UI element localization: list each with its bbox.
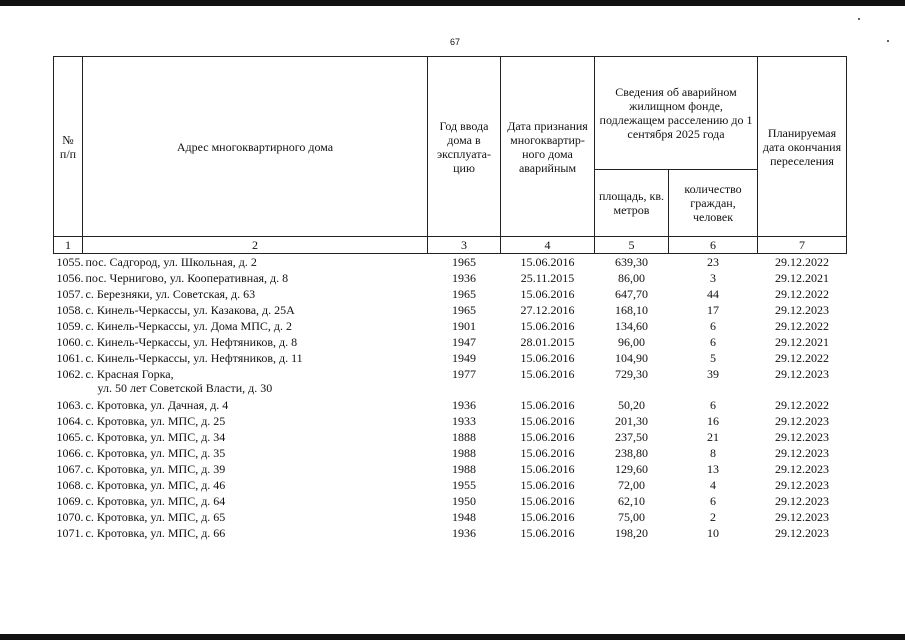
row-area: 50,20 xyxy=(618,398,645,412)
header-year: Год ввода дома в эксплуата-цию xyxy=(428,57,501,237)
row-residents: 13 xyxy=(707,462,719,476)
header-residents: количество граждан, человек xyxy=(669,170,758,237)
row-plan-date: 29.12.2022 xyxy=(775,398,830,412)
row-residents: 5 xyxy=(710,351,716,365)
row-area: 129,60 xyxy=(615,462,648,476)
table-row xyxy=(54,271,847,287)
table-row xyxy=(54,367,847,398)
row-date: 28.01.2015 xyxy=(520,335,575,349)
column-number: 2 xyxy=(83,237,428,254)
row-year: 1965 xyxy=(452,255,476,269)
row-date: 15.06.2016 xyxy=(520,255,575,269)
row-plan-date: 29.12.2023 xyxy=(775,367,830,381)
table-row xyxy=(54,430,847,446)
row-date: 15.06.2016 xyxy=(520,367,575,381)
row-address: с. Кинель-Черкассы, ул. Казакова, д. 25А xyxy=(85,303,295,317)
column-number: 6 xyxy=(669,237,758,254)
table-row xyxy=(54,303,847,319)
table-row xyxy=(54,462,847,478)
row-year: 1949 xyxy=(452,351,476,365)
table-row xyxy=(54,510,847,526)
row-year: 1936 xyxy=(452,398,476,412)
row-year: 1965 xyxy=(452,303,476,317)
row-residents: 8 xyxy=(710,446,716,460)
scan-bottom-border xyxy=(0,634,905,640)
scan-top-border xyxy=(0,0,905,6)
row-plan-date: 29.12.2023 xyxy=(775,430,830,444)
row-date: 15.06.2016 xyxy=(520,287,575,301)
row-date: 15.06.2016 xyxy=(520,462,575,476)
row-plan-date: 29.12.2022 xyxy=(775,255,830,269)
row-residents: 6 xyxy=(710,335,716,349)
row-number: 1071. xyxy=(56,526,84,540)
row-plan-date: 29.12.2022 xyxy=(775,351,830,365)
table-row xyxy=(54,351,847,367)
table-row xyxy=(54,446,847,462)
table-row xyxy=(54,414,847,430)
table-row xyxy=(54,319,847,335)
row-residents: 10 xyxy=(707,526,719,540)
row-address: с. Кротовка, ул. МПС, д. 46 xyxy=(85,478,226,492)
row-area: 647,70 xyxy=(615,287,648,301)
row-date: 15.06.2016 xyxy=(520,446,575,460)
row-area: 237,50 xyxy=(615,430,648,444)
row-number: 1065. xyxy=(56,430,84,444)
row-residents: 6 xyxy=(710,494,716,508)
row-address: с. Березняки, ул. Советская, д. 63 xyxy=(85,287,256,301)
row-address-line1: с. Красная Горка, xyxy=(85,367,174,381)
row-residents: 17 xyxy=(707,303,719,317)
table-row xyxy=(54,254,847,272)
row-area: 104,90 xyxy=(615,351,648,365)
row-year: 1988 xyxy=(452,446,476,460)
column-number: 1 xyxy=(54,237,83,254)
row-address: пос. Черниговo, ул. Кооперативная, д. 8 xyxy=(85,271,289,285)
row-date: 27.12.2016 xyxy=(520,303,575,317)
row-year: 1933 xyxy=(452,414,476,428)
row-year: 1948 xyxy=(452,510,476,524)
scan-speck xyxy=(858,18,860,20)
row-number: 1061. xyxy=(56,351,84,365)
row-residents: 4 xyxy=(710,478,716,492)
page-number: 67 xyxy=(449,37,460,47)
header-housing-info: Сведения об аварийном жилищном фонде, подлежащем расселению до 1 сентября 2025 года xyxy=(595,57,758,170)
row-date: 15.06.2016 xyxy=(520,510,575,524)
row-address: пос. Садгород, ул. Школьная, д. 2 xyxy=(85,255,257,269)
row-area: 168,10 xyxy=(615,303,648,317)
row-number: 1056. xyxy=(56,271,84,285)
column-number: 5 xyxy=(595,237,669,254)
row-number: 1064. xyxy=(56,414,84,428)
row-date: 15.06.2016 xyxy=(520,319,575,333)
row-address: с. Кротовка, ул. МПС, д. 64 xyxy=(85,494,226,508)
row-number: 1058. xyxy=(56,303,84,317)
row-plan-date: 29.12.2023 xyxy=(775,414,830,428)
row-residents: 39 xyxy=(707,367,719,381)
table-row xyxy=(54,335,847,351)
table-row xyxy=(54,494,847,510)
row-address-line2: ул. 50 лет Советской Власти, д. 30 xyxy=(97,381,273,395)
row-date: 15.06.2016 xyxy=(520,494,575,508)
row-area: 639,30 xyxy=(615,255,648,269)
emergency-housing-table xyxy=(53,56,847,542)
row-address: с. Кротовка, ул. МПС, д. 66 xyxy=(85,526,226,540)
row-plan-date: 29.12.2023 xyxy=(775,462,830,476)
row-year: 1888 xyxy=(452,430,476,444)
row-number: 1070. xyxy=(56,510,84,524)
row-address: с. Кинель-Черкассы, ул. Дома МПС, д. 2 xyxy=(85,319,292,333)
row-plan-date: 29.12.2021 xyxy=(775,335,830,349)
row-area: 96,00 xyxy=(618,335,645,349)
header-area: площадь, кв. метров xyxy=(595,170,669,237)
row-date: 15.06.2016 xyxy=(520,430,575,444)
row-address: с. Кротовка, ул. МПС, д. 39 xyxy=(85,462,226,476)
header-address: Адрес многоквартирного дома xyxy=(83,57,428,237)
row-area: 62,10 xyxy=(618,494,645,508)
row-area: 86,00 xyxy=(618,271,645,285)
table-row xyxy=(54,526,847,542)
row-number: 1066. xyxy=(56,446,84,460)
row-residents: 23 xyxy=(707,255,719,269)
scan-speck xyxy=(887,40,889,42)
row-residents: 44 xyxy=(707,287,719,301)
header-number: № п/п xyxy=(54,57,83,237)
column-number: 3 xyxy=(428,237,501,254)
row-plan-date: 29.12.2023 xyxy=(775,303,830,317)
column-number: 7 xyxy=(758,237,847,254)
row-number: 1063. xyxy=(56,398,84,412)
row-plan-date: 29.12.2023 xyxy=(775,446,830,460)
row-address: с. Кинель-Черкассы, ул. Нефтяников, д. 11 xyxy=(85,351,303,365)
row-plan-date: 29.12.2021 xyxy=(775,271,830,285)
row-area: 75,00 xyxy=(618,510,645,524)
row-area: 72,00 xyxy=(618,478,645,492)
row-plan-date: 29.12.2023 xyxy=(775,510,830,524)
row-year: 1988 xyxy=(452,462,476,476)
header-plan-date: Планируемая дата окончания переселения xyxy=(758,57,847,237)
row-year: 1950 xyxy=(452,494,476,508)
row-number: 1062. xyxy=(56,367,84,381)
row-plan-date: 29.12.2023 xyxy=(775,526,830,540)
row-address: с. Кротовка, ул. МПС, д. 25 xyxy=(85,414,226,428)
row-area: 238,80 xyxy=(615,446,648,460)
row-number: 1069. xyxy=(56,494,84,508)
row-year: 1936 xyxy=(452,526,476,540)
row-address: с. Кротовка, ул. МПС, д. 34 xyxy=(85,430,226,444)
row-year: 1947 xyxy=(452,335,476,349)
row-residents: 21 xyxy=(707,430,719,444)
row-date: 15.06.2016 xyxy=(520,398,575,412)
row-year: 1955 xyxy=(452,478,476,492)
row-number: 1059. xyxy=(56,319,84,333)
table-row xyxy=(54,398,847,414)
row-plan-date: 29.12.2023 xyxy=(775,494,830,508)
row-plan-date: 29.12.2023 xyxy=(775,478,830,492)
row-residents: 6 xyxy=(710,398,716,412)
row-area: 198,20 xyxy=(615,526,648,540)
table-row xyxy=(54,287,847,303)
row-number: 1055. xyxy=(56,255,84,269)
row-address: с. Кротовка, ул. Дачная, д. 4 xyxy=(85,398,229,412)
row-address: с. Кротовка, ул. МПС, д. 65 xyxy=(85,510,226,524)
row-date: 15.06.2016 xyxy=(520,526,575,540)
row-year: 1901 xyxy=(452,319,476,333)
row-residents: 2 xyxy=(710,510,716,524)
row-date: 15.06.2016 xyxy=(520,351,575,365)
row-address: с. Кротовка, ул. МПС, д. 35 xyxy=(85,446,226,460)
row-number: 1057. xyxy=(56,287,84,301)
column-number: 4 xyxy=(501,237,595,254)
row-number: 1060. xyxy=(56,335,84,349)
row-date: 25.11.2015 xyxy=(520,271,575,285)
header-date: Дата признания многоквартир-ного дома аварийным xyxy=(501,57,595,237)
row-number: 1067. xyxy=(56,462,84,476)
row-date: 15.06.2016 xyxy=(520,478,575,492)
row-address xyxy=(83,367,428,398)
row-residents: 16 xyxy=(707,414,719,428)
row-area: 134,60 xyxy=(615,319,648,333)
row-year: 1936 xyxy=(452,271,476,285)
table-row xyxy=(54,478,847,494)
row-plan-date: 29.12.2022 xyxy=(775,287,830,301)
row-number: 1068. xyxy=(56,478,84,492)
row-residents: 3 xyxy=(710,271,716,285)
row-area: 201,30 xyxy=(615,414,648,428)
row-residents: 6 xyxy=(710,319,716,333)
row-area: 729,30 xyxy=(615,367,648,381)
row-address: с. Кинель-Черкассы, ул. Нефтяников, д. 8 xyxy=(85,335,298,349)
row-date: 15.06.2016 xyxy=(520,414,575,428)
row-plan-date: 29.12.2022 xyxy=(775,319,830,333)
row-year: 1965 xyxy=(452,287,476,301)
row-year: 1977 xyxy=(452,367,476,381)
